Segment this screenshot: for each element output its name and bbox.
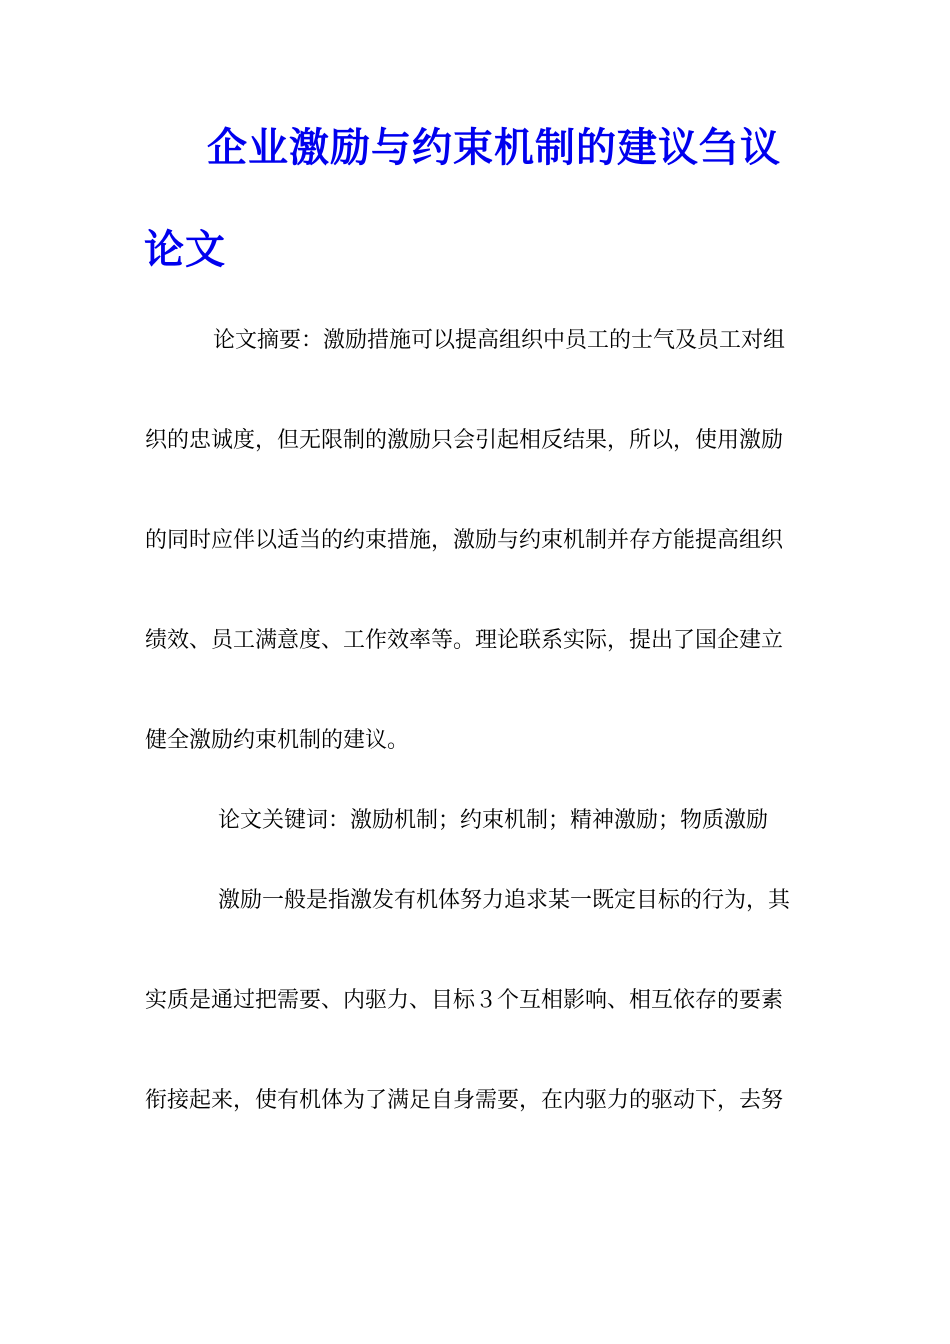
abstract-line-4: 绩效、员工满意度、工作效率等。理论联系实际，提出了国企建立 xyxy=(145,628,784,653)
document-title-line-1: 企业激励与约束机制的建议刍议 xyxy=(207,124,781,171)
document-title-line-2: 论文 xyxy=(144,226,226,273)
abstract-line-5: 健全激励约束机制的建议。 xyxy=(145,728,410,753)
abstract-line-2: 织的忠诚度，但无限制的激励只会引起相反结果，所以，使用激励 xyxy=(145,428,784,453)
abstract-line-3: 的同时应伴以适当的约束措施，激励与约束机制并存方能提高组织 xyxy=(145,528,784,553)
body-line-2: 实质是通过把需要、内驱力、目标３个互相影响、相互依存的要素 xyxy=(145,988,784,1013)
body-line-1: 激励一般是指激发有机体努力追求某一既定目标的行为，其 xyxy=(218,888,791,913)
body-line-3: 衔接起来，使有机体为了满足自身需要，在内驱力的驱动下，去努 xyxy=(145,1088,784,1113)
abstract-line-1: 论文摘要：激励措施可以提高组织中员工的士气及员工对组 xyxy=(213,328,786,353)
keywords-line: 论文关键词：激励机制；约束机制；精神激励；物质激励 xyxy=(218,808,769,833)
